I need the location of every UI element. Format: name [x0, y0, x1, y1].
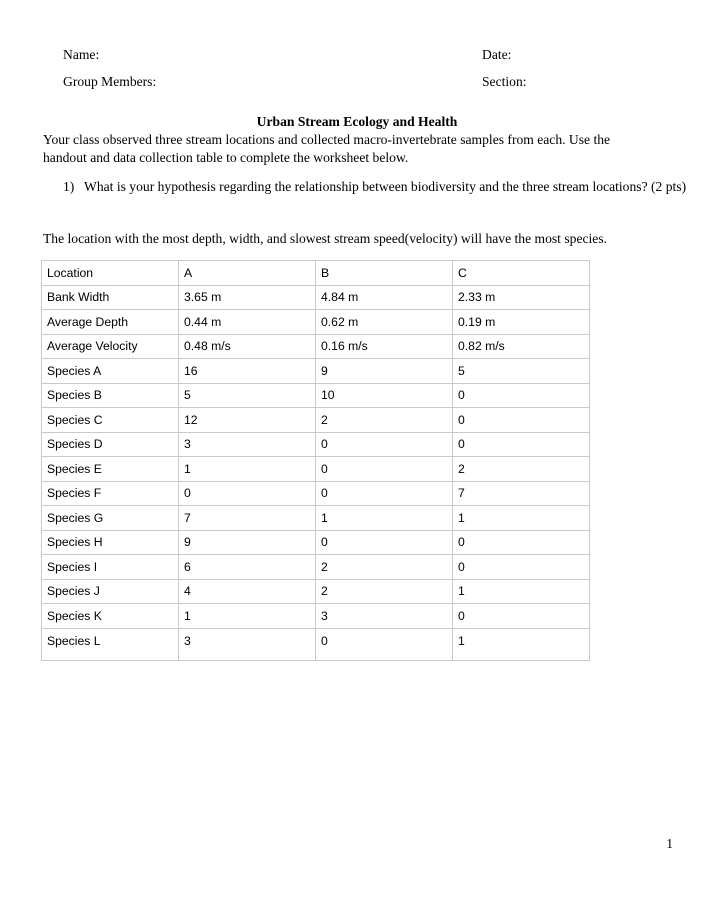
- table-cell: 1: [453, 628, 590, 660]
- table-row: [42, 506, 590, 531]
- table-cell: 0: [179, 481, 316, 506]
- table-cell: 0.44 m: [179, 310, 316, 335]
- table-cell: 0: [316, 481, 453, 506]
- page-number: 1: [666, 836, 673, 851]
- table-cell: Species A: [42, 359, 179, 384]
- date-label: Date:: [482, 47, 512, 62]
- table-cell: 1: [179, 604, 316, 629]
- question-text: What is your hypothesis regarding the relationship between biodiversity and the three stream locations? (2 pts): [84, 179, 687, 194]
- table-cell: 0: [316, 432, 453, 457]
- table-row: [42, 481, 590, 506]
- table-cell: 12: [179, 408, 316, 433]
- table-header-row: [42, 261, 590, 286]
- table-cell: 0: [453, 432, 590, 457]
- table-cell: Species E: [42, 457, 179, 482]
- table-cell: 7: [179, 506, 316, 531]
- data-table: [41, 260, 590, 661]
- table-row: [42, 334, 590, 359]
- table-cell: 4: [179, 579, 316, 604]
- intro-paragraph: Your class observed three stream locations and collected macro-invertebrate samples from each. Use the handout and data collection table to complete the worksheet below.: [43, 132, 611, 165]
- table-cell: Species B: [42, 383, 179, 408]
- table-cell: 0.82 m/s: [453, 334, 590, 359]
- table-cell: Species I: [42, 555, 179, 580]
- table-row: [42, 359, 590, 384]
- table-row: [42, 530, 590, 555]
- group-members-label: Group Members:: [63, 74, 157, 89]
- table-cell: 9: [316, 359, 453, 384]
- table-cell: Species K: [42, 604, 179, 629]
- table-cell: 3: [179, 432, 316, 457]
- table-cell: 0: [453, 530, 590, 555]
- table-cell: 16: [179, 359, 316, 384]
- table-row: [42, 408, 590, 433]
- table-cell: 2: [316, 555, 453, 580]
- table-cell: 6: [179, 555, 316, 580]
- table-cell: 0: [453, 408, 590, 433]
- table-cell: 5: [179, 383, 316, 408]
- table-cell: Average Depth: [42, 310, 179, 335]
- table-cell: Bank Width: [42, 285, 179, 310]
- table-cell: Species L: [42, 628, 179, 660]
- hypothesis-answer: The location with the most depth, width, and slowest stream speed(velocity) will have the most species.: [43, 231, 608, 246]
- table-row: [42, 285, 590, 310]
- table-cell: 4.84 m: [316, 285, 453, 310]
- table-cell: Species J: [42, 579, 179, 604]
- table-cell: 3.65 m: [179, 285, 316, 310]
- table-cell: 0: [316, 628, 453, 660]
- table-cell: 5: [453, 359, 590, 384]
- table-cell: 10: [316, 383, 453, 408]
- table-cell: 9: [179, 530, 316, 555]
- table-cell: 7: [453, 481, 590, 506]
- section-label: Section:: [482, 74, 527, 89]
- table-cell: 2.33 m: [453, 285, 590, 310]
- table-cell: 0.19 m: [453, 310, 590, 335]
- table-cell: Species G: [42, 506, 179, 531]
- table-row: [42, 579, 590, 604]
- table-cell: Species H: [42, 530, 179, 555]
- table-cell: Species D: [42, 432, 179, 457]
- question-number: 1): [63, 179, 75, 194]
- table-header-cell: Location: [42, 261, 179, 286]
- table-cell: 0: [316, 457, 453, 482]
- table-cell: Species C: [42, 408, 179, 433]
- table-cell: Species F: [42, 481, 179, 506]
- table-cell: 1: [453, 579, 590, 604]
- table-row: [42, 310, 590, 335]
- table-cell: Average Velocity: [42, 334, 179, 359]
- table-cell: 0: [453, 555, 590, 580]
- table-row: [42, 604, 590, 629]
- table-cell: 0: [316, 530, 453, 555]
- table-cell: 0.48 m/s: [179, 334, 316, 359]
- worksheet-title: Urban Stream Ecology and Health: [256, 114, 458, 129]
- table-cell: 0.16 m/s: [316, 334, 453, 359]
- table-cell: 2: [316, 408, 453, 433]
- table-row: [42, 383, 590, 408]
- table-header-cell: A: [179, 261, 316, 286]
- table-row: [42, 628, 590, 660]
- table-cell: 0: [453, 604, 590, 629]
- table-cell: 0: [453, 383, 590, 408]
- table-cell: 2: [453, 457, 590, 482]
- table-cell: 0.62 m: [316, 310, 453, 335]
- table-row: [42, 457, 590, 482]
- table-row: [42, 432, 590, 457]
- table-header-cell: C: [453, 261, 590, 286]
- table-cell: 3: [179, 628, 316, 660]
- table-cell: 3: [316, 604, 453, 629]
- name-label: Name:: [63, 47, 100, 62]
- table-header-cell: B: [316, 261, 453, 286]
- table-cell: 2: [316, 579, 453, 604]
- table-cell: 1: [453, 506, 590, 531]
- table-row: [42, 555, 590, 580]
- table-cell: 1: [179, 457, 316, 482]
- table-cell: 1: [316, 506, 453, 531]
